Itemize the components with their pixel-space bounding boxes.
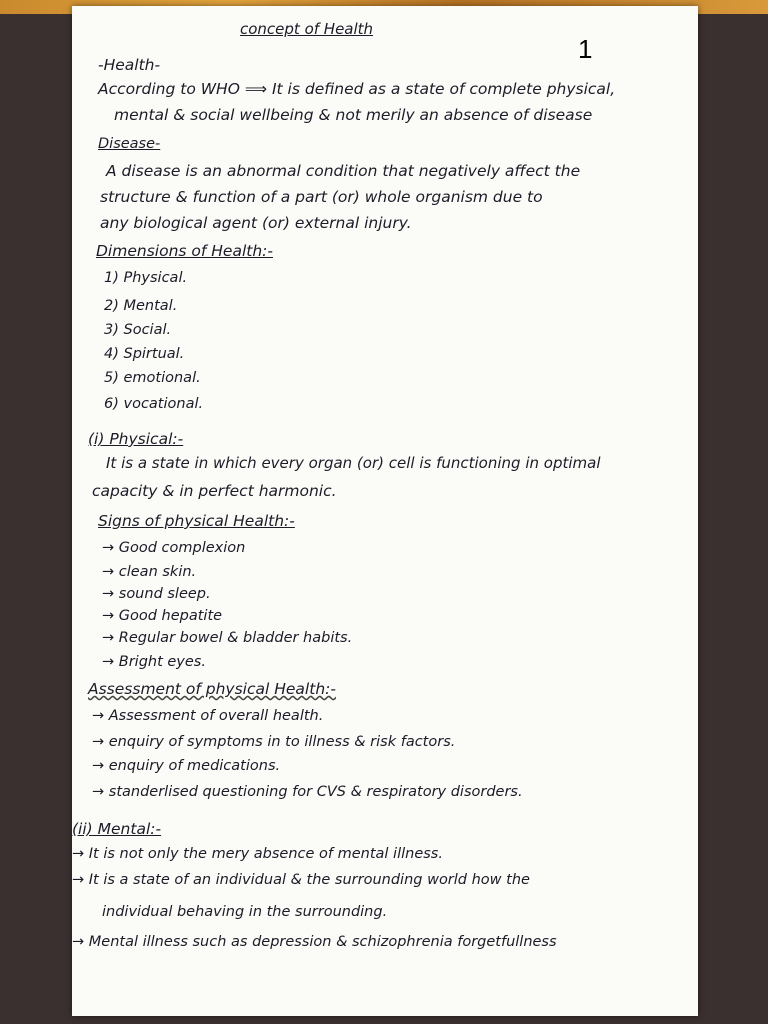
list-item: → enquiry of symptoms in to illness & risk factors. bbox=[92, 734, 456, 750]
text-line: According to WHO ⟹ It is defined as a state of complete physical, bbox=[98, 80, 616, 98]
list-item: 3) Social. bbox=[104, 322, 172, 338]
heading-mental: (ii) Mental:- bbox=[72, 820, 162, 838]
text-line: any biological agent (or) external injury. bbox=[100, 214, 412, 232]
list-item: → enquiry of medications. bbox=[92, 758, 281, 774]
heading-signs: Signs of physical Health:- bbox=[98, 512, 295, 530]
list-item: → Assessment of overall health. bbox=[92, 708, 324, 724]
text-line: capacity & in perfect harmonic. bbox=[92, 482, 337, 500]
heading-dimensions: Dimensions of Health:- bbox=[96, 242, 273, 260]
list-item: → Good complexion bbox=[102, 540, 246, 556]
list-item: → Mental illness such as depression & schizophrenia forgetfullness bbox=[72, 934, 557, 950]
list-item: → standerlised questioning for CVS & respiratory disorders. bbox=[92, 784, 523, 800]
list-item: → Bright eyes. bbox=[102, 654, 206, 670]
list-item: → Regular bowel & bladder habits. bbox=[102, 630, 353, 646]
text-line: It is a state in which every organ (or) cell is functioning in optimal bbox=[106, 454, 601, 472]
notebook-page bbox=[72, 6, 698, 1016]
list-item: 4) Spirtual. bbox=[104, 346, 185, 362]
heading-assessment: Assessment of physical Health:- bbox=[88, 680, 336, 698]
heading-health: -Health- bbox=[98, 56, 161, 74]
text-line: structure & function of a part (or) whole organism due to bbox=[100, 188, 543, 206]
heading-physical: (i) Physical:- bbox=[88, 430, 184, 448]
list-item: → clean skin. bbox=[102, 564, 197, 580]
list-item: → It is not only the mery absence of mental illness. bbox=[72, 846, 443, 862]
list-item: → sound sleep. bbox=[102, 586, 211, 602]
list-item: 1) Physical. bbox=[104, 270, 188, 286]
list-item: → It is a state of an individual & the surrounding world how the bbox=[72, 872, 530, 888]
page-title: concept of Health bbox=[240, 20, 374, 38]
heading-disease: Disease- bbox=[98, 136, 161, 152]
text-line: mental & social wellbeing & not merily an absence of disease bbox=[114, 106, 593, 124]
text-line: A disease is an abnormal condition that negatively affect the bbox=[106, 162, 581, 180]
list-item: individual behaving in the surrounding. bbox=[102, 904, 388, 920]
list-item: → Good hepatite bbox=[102, 608, 223, 624]
page-number: 1 bbox=[578, 34, 593, 64]
list-item: 5) emotional. bbox=[104, 370, 201, 386]
list-item: 2) Mental. bbox=[104, 298, 178, 314]
list-item: 6) vocational. bbox=[104, 396, 204, 412]
